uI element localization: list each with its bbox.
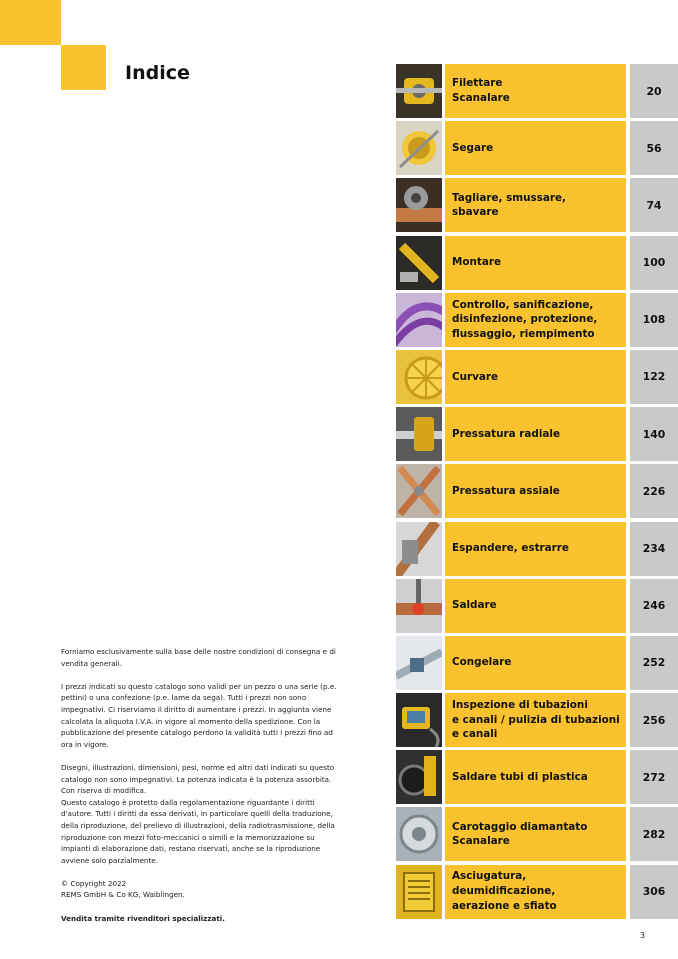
toc-label: Asciugatura, deumidificazione, aerazione e sfiato: [445, 865, 626, 919]
corner-accent-square-bottom: [61, 45, 106, 90]
pipe-cutter-icon: [396, 178, 442, 232]
table-of-contents: [396, 64, 678, 922]
expander-icon: [396, 522, 442, 576]
legal-paragraph-copyright: © Copyright 2022 REMS GmbH & Co KG, Waiblingen.: [61, 878, 185, 900]
toc-row-drying[interactable]: [396, 865, 678, 919]
toc-row-sawing[interactable]: [396, 121, 678, 175]
toc-row-radial-press[interactable]: [396, 407, 678, 461]
toc-label: Filettare Scanalare: [445, 64, 626, 118]
toc-page-number: 252: [630, 636, 678, 690]
toc-label: Tagliare, smussare, sbavare: [445, 178, 626, 232]
mounting-tool-icon: [396, 236, 442, 290]
toc-row-inspection[interactable]: [396, 693, 678, 747]
axial-press-icon: [396, 464, 442, 518]
toc-page-number: 246: [630, 579, 678, 633]
toc-row-testing[interactable]: [396, 293, 678, 347]
legal-paragraph-rights: Disegni, illustrazioni, dimensioni, pesi, norme ed altri dati indicati su questo catalogo non sono impegnativi. La potenza indicata è la potenza assorbita. Con riserva di modifica. Questo catalogo è protetto dalla regolamentazione riguardante i diritti d'autore. Tutti i diritti da essa derivati, in particolare quelli della traduzione, della riproduzione, del prelievo di illustrazioni, della radiotrasmissione, della riproduzione con mezzi foto-meccanici o simili e la memorizzazione su impianti di elaborazione dati, restano riservati, anche se la riproduzione avviene solo parzialmente.: [61, 762, 335, 865]
legal-paragraph-dealers: Vendita tramite rivenditori specializzati.: [61, 913, 225, 923]
toc-page-number: 282: [630, 807, 678, 861]
toc-row-plastic-welding[interactable]: [396, 750, 678, 804]
toc-label: Saldare: [445, 579, 626, 633]
toc-row-axial-press[interactable]: [396, 464, 678, 518]
threading-machine-icon: [396, 64, 442, 118]
toc-page-number: 74: [630, 178, 678, 232]
toc-label: Inspezione di tubazioni e canali / pulizia di tubazioni e canali: [445, 693, 626, 747]
toc-page-number: 256: [630, 693, 678, 747]
toc-label: Congelare: [445, 636, 626, 690]
toc-label: Segare: [445, 121, 626, 175]
dehumidifier-icon: [396, 865, 442, 919]
core-drill-icon: [396, 807, 442, 861]
toc-page-number: 100: [630, 236, 678, 290]
toc-label: Carotaggio diamantato Scanalare: [445, 807, 626, 861]
pipe-freezing-icon: [396, 636, 442, 690]
toc-page-number: 306: [630, 865, 678, 919]
plastic-welding-icon: [396, 750, 442, 804]
legal-paragraph-prices: I prezzi indicati su questo catalogo sono validi per un pezzo o una serie (p.e. pettini) o una confezione (p.e. lame da sega). Tutti i prezzi non sono impegnativi. Ci riserviamo il diritto di aumentare i prezzi. In aggiunta viene calcolata la aliquota I.V.A. in vigore al momento della spedizione. Con la pubblicazione del presente catalogo perdono la validità tutti i prezzi fino ad ora in vigore.: [61, 681, 337, 749]
toc-row-soldering[interactable]: [396, 579, 678, 633]
toc-label: Controllo, sanificazione, disinfezione, protezione, flussaggio, riempimento: [445, 293, 626, 347]
bending-wheel-icon: [396, 350, 442, 404]
press-tool-icon: [396, 407, 442, 461]
toc-page-number: 272: [630, 750, 678, 804]
toc-page-number: 140: [630, 407, 678, 461]
toc-page-number: 20: [630, 64, 678, 118]
toc-page-number: 108: [630, 293, 678, 347]
toc-row-bending[interactable]: [396, 350, 678, 404]
toc-row-mounting[interactable]: [396, 236, 678, 290]
toc-row-expanding[interactable]: [396, 522, 678, 576]
toc-row-threading[interactable]: [396, 64, 678, 118]
toc-label: Pressatura radiale: [445, 407, 626, 461]
toc-page-number: 226: [630, 464, 678, 518]
page-title: Indice: [125, 62, 190, 84]
toc-label: Espandere, estrarre: [445, 522, 626, 576]
legal-notice: [61, 646, 339, 936]
soldering-icon: [396, 579, 442, 633]
toc-row-cutting[interactable]: [396, 178, 678, 232]
toc-row-freezing[interactable]: [396, 636, 678, 690]
page-number: 3: [640, 931, 646, 940]
toc-page-number: 122: [630, 350, 678, 404]
corner-accent-square-top: [0, 0, 61, 45]
saw-blade-icon: [396, 121, 442, 175]
toc-row-core-drilling[interactable]: [396, 807, 678, 861]
toc-label: Curvare: [445, 350, 626, 404]
toc-page-number: 56: [630, 121, 678, 175]
toc-label: Montare: [445, 236, 626, 290]
toc-label: Pressatura assiale: [445, 464, 626, 518]
toc-page-number: 234: [630, 522, 678, 576]
hose-icon: [396, 293, 442, 347]
toc-label: Saldare tubi di plastica: [445, 750, 626, 804]
legal-paragraph-delivery: Forniamo esclusivamente sulla base delle nostre condizioni di consegna e di vendita generali.: [61, 647, 336, 668]
inspection-camera-icon: [396, 693, 442, 747]
